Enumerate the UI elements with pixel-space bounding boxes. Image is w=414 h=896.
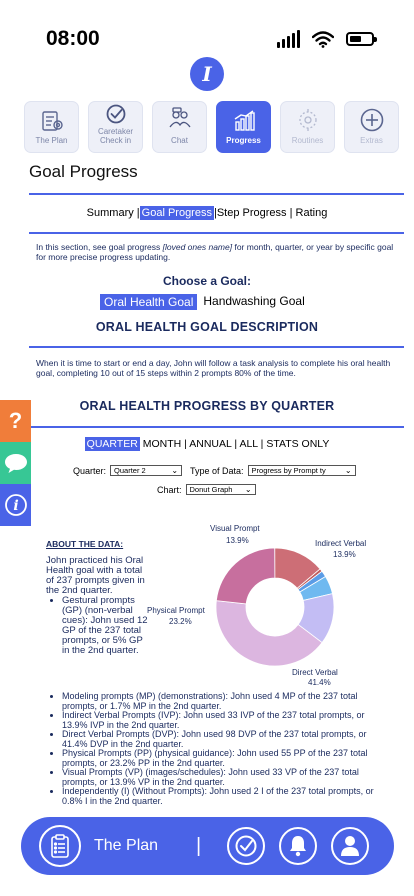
breakdown-item: • Direct Verbal Prompts (DVP): John used 98 DVP of the 237 total prompts, or 41.4% DVP in the 2nd quarter. (62, 730, 390, 749)
tab-label: Routines (291, 136, 324, 145)
tab-extras[interactable] (344, 101, 399, 153)
nav-tabs (24, 101, 399, 153)
svg-text:i: i (12, 498, 19, 514)
check-icon (105, 104, 127, 124)
bar-chart-icon (232, 109, 256, 133)
chart-filter-row (157, 484, 256, 495)
filter-row (73, 465, 356, 476)
period-stats-only[interactable]: STATS ONLY (266, 438, 330, 450)
tab-label: Chat (171, 136, 188, 145)
routines-icon (295, 107, 321, 133)
tab-label: Extras (360, 136, 383, 145)
breakdown-item: • Indirect Verbal Prompts (IVP): John used 33 IVP of the 237 total prompts, or 13.9% IVP in the 2nd quarter. (62, 711, 390, 730)
bottom-bar-label[interactable]: The Plan (94, 837, 159, 854)
intro-text (36, 242, 396, 262)
label-physical-prompt-name: Physical Prompt (147, 606, 205, 615)
subtabs (0, 207, 414, 219)
page-title: Goal Progress (29, 162, 138, 181)
progress-title: ORAL HEALTH PROGRESS BY QUARTER (79, 399, 335, 413)
breakdown-item: • Visual Prompts (VP) (images/schedules): John used 33 VP of the 237 total prompts, or 13.9% VP in the 2nd quarter. (62, 768, 390, 787)
chevron-down-icon: ⌄ (244, 485, 252, 494)
tab-the-plan[interactable] (24, 101, 79, 153)
chart-type-label: Chart: (157, 484, 182, 495)
divider (29, 232, 404, 234)
label-visual-prompt-pct: 13.9% (226, 536, 249, 545)
status-bar (0, 0, 414, 60)
goal-option-oral-health[interactable]: Oral Health Goal (100, 294, 197, 310)
notifications-button[interactable] (279, 827, 317, 865)
quarter-select-value: Quarter 2 (114, 466, 146, 475)
label-direct-verbal-name: Direct Verbal (292, 668, 338, 677)
period-all[interactable]: ALL (239, 438, 258, 450)
intro-placeholder: [loved ones name] (162, 242, 233, 252)
subtab-separator: | (136, 207, 140, 219)
about-bullet: • Gestural prompts (GP) (non-verbal cues): John used 12 GP of the 237 total prompts, or 5% GP in the 2nd quarter. (62, 596, 150, 656)
the-plan-button[interactable] (39, 825, 81, 867)
data-type-select[interactable] (248, 465, 356, 476)
plan-icon (40, 109, 64, 133)
description-title: ORAL HEALTH GOAL DESCRIPTION (95, 320, 319, 334)
subtab-summary[interactable]: Summary (86, 207, 134, 219)
status-icons (277, 30, 374, 48)
period-annual[interactable]: ANNUAL (189, 438, 232, 450)
chat-icon (167, 107, 193, 133)
question-icon: ? (8, 408, 23, 433)
label-indirect-verbal-pct: 13.9% (333, 550, 356, 559)
donut-chart (140, 520, 400, 690)
goal-options (100, 294, 305, 310)
label-direct-verbal-pct: 41.4% (308, 678, 331, 687)
data-breakdown (50, 692, 390, 806)
goal-option-handwashing[interactable]: Handwashing Goal (203, 294, 305, 308)
tab-routines[interactable] (280, 101, 335, 153)
tab-label: Progress (226, 136, 261, 145)
tab-label: Caretaker Check in (97, 127, 134, 145)
breakdown-item: • Independently (I) (Without Prompts): John used 2 I of the 237 total prompts, or 0.8% I in the 2nd quarter. (62, 787, 390, 806)
period-tabs (0, 438, 414, 450)
about-title: ABOUT THE DATA: (46, 539, 124, 549)
data-type-label: Type of Data: (190, 465, 244, 476)
info-icon (4, 493, 28, 517)
bottom-bar-icons (227, 827, 369, 865)
about-intro (46, 556, 150, 656)
plus-icon (359, 107, 385, 133)
subtab-separator: | (213, 207, 217, 219)
battery-icon (346, 32, 374, 46)
bottom-bar-separator: | (196, 834, 202, 857)
period-separator: | (234, 438, 238, 450)
profile-button[interactable] (331, 827, 369, 865)
subtab-step-progress[interactable]: Step Progress (216, 207, 287, 219)
tab-caretaker-check-in[interactable] (88, 101, 143, 153)
divider (29, 426, 404, 428)
help-chat-button[interactable] (0, 442, 31, 484)
check-icon (234, 834, 258, 858)
check-in-button[interactable] (227, 827, 265, 865)
goal-description: When it is time to start or end a day, John will follow a task analysis to complete his oral health goal, completing 10 out of 15 steps within 2 prompts 80% of the time. (36, 358, 391, 378)
subtab-separator: | (289, 207, 293, 219)
help-tabs (0, 400, 31, 526)
chevron-down-icon: ⌄ (344, 466, 352, 475)
user-icon (340, 835, 360, 857)
wifi-icon (312, 31, 334, 48)
period-separator: | (260, 438, 264, 450)
label-indirect-verbal-name: Indirect Verbal (315, 539, 367, 548)
donut-slice-physical-prompt (216, 548, 275, 604)
help-info-button[interactable] (0, 484, 31, 526)
donut-slices (216, 548, 334, 666)
divider (29, 193, 404, 195)
intro-before: In this section, see goal progress (36, 242, 163, 252)
breakdown-item: • Modeling prompts (MP) (demonstrations): John used 4 MP of the 237 total prompts, or 1.7% MP in the 2nd quarter. (62, 692, 390, 711)
bell-icon (288, 835, 308, 857)
chart-type-select[interactable] (186, 484, 256, 495)
subtab-goal-progress[interactable]: Goal Progress (141, 207, 212, 219)
about-intro-text: John practiced his Oral Health goal with a total of 237 prompts given in the 2nd quarter. (46, 555, 145, 596)
help-question-button[interactable] (0, 400, 31, 442)
period-quarter[interactable]: QUARTER (86, 438, 138, 450)
tab-chat[interactable] (152, 101, 207, 153)
intro-after: for month, quarter, or year by specific goal for more precise progress updating. (36, 242, 394, 262)
speech-bubble-icon (4, 452, 28, 474)
status-time: 08:00 (46, 27, 100, 50)
label-visual-prompt-name: Visual Prompt (210, 524, 260, 533)
label-physical-prompt-pct: 23.2% (169, 617, 192, 626)
bottom-bar (21, 817, 394, 875)
period-separator: | (184, 438, 187, 450)
tab-progress[interactable] (216, 101, 271, 153)
chart-type-select-value: Donut Graph (189, 485, 233, 494)
quarter-select[interactable] (110, 465, 182, 476)
data-type-select-value: Progress by Prompt ty (251, 466, 326, 475)
chevron-down-icon: ⌄ (171, 466, 179, 475)
app-logo-icon: I (190, 57, 224, 91)
tab-label: The Plan (35, 136, 68, 145)
divider (29, 346, 404, 348)
period-month[interactable]: MONTH (142, 438, 182, 450)
choose-goal-title: Choose a Goal: (162, 274, 251, 288)
clipboard-icon (50, 834, 70, 858)
breakdown-item: • Physical Prompts (PP) (physical guidance): John used 55 PP of the 237 total prompts, or 23.2% PP in the 2nd quarter. (62, 749, 390, 768)
subtab-rating[interactable]: Rating (295, 207, 328, 219)
quarter-label: Quarter: (73, 465, 107, 476)
signal-icon (277, 30, 300, 48)
